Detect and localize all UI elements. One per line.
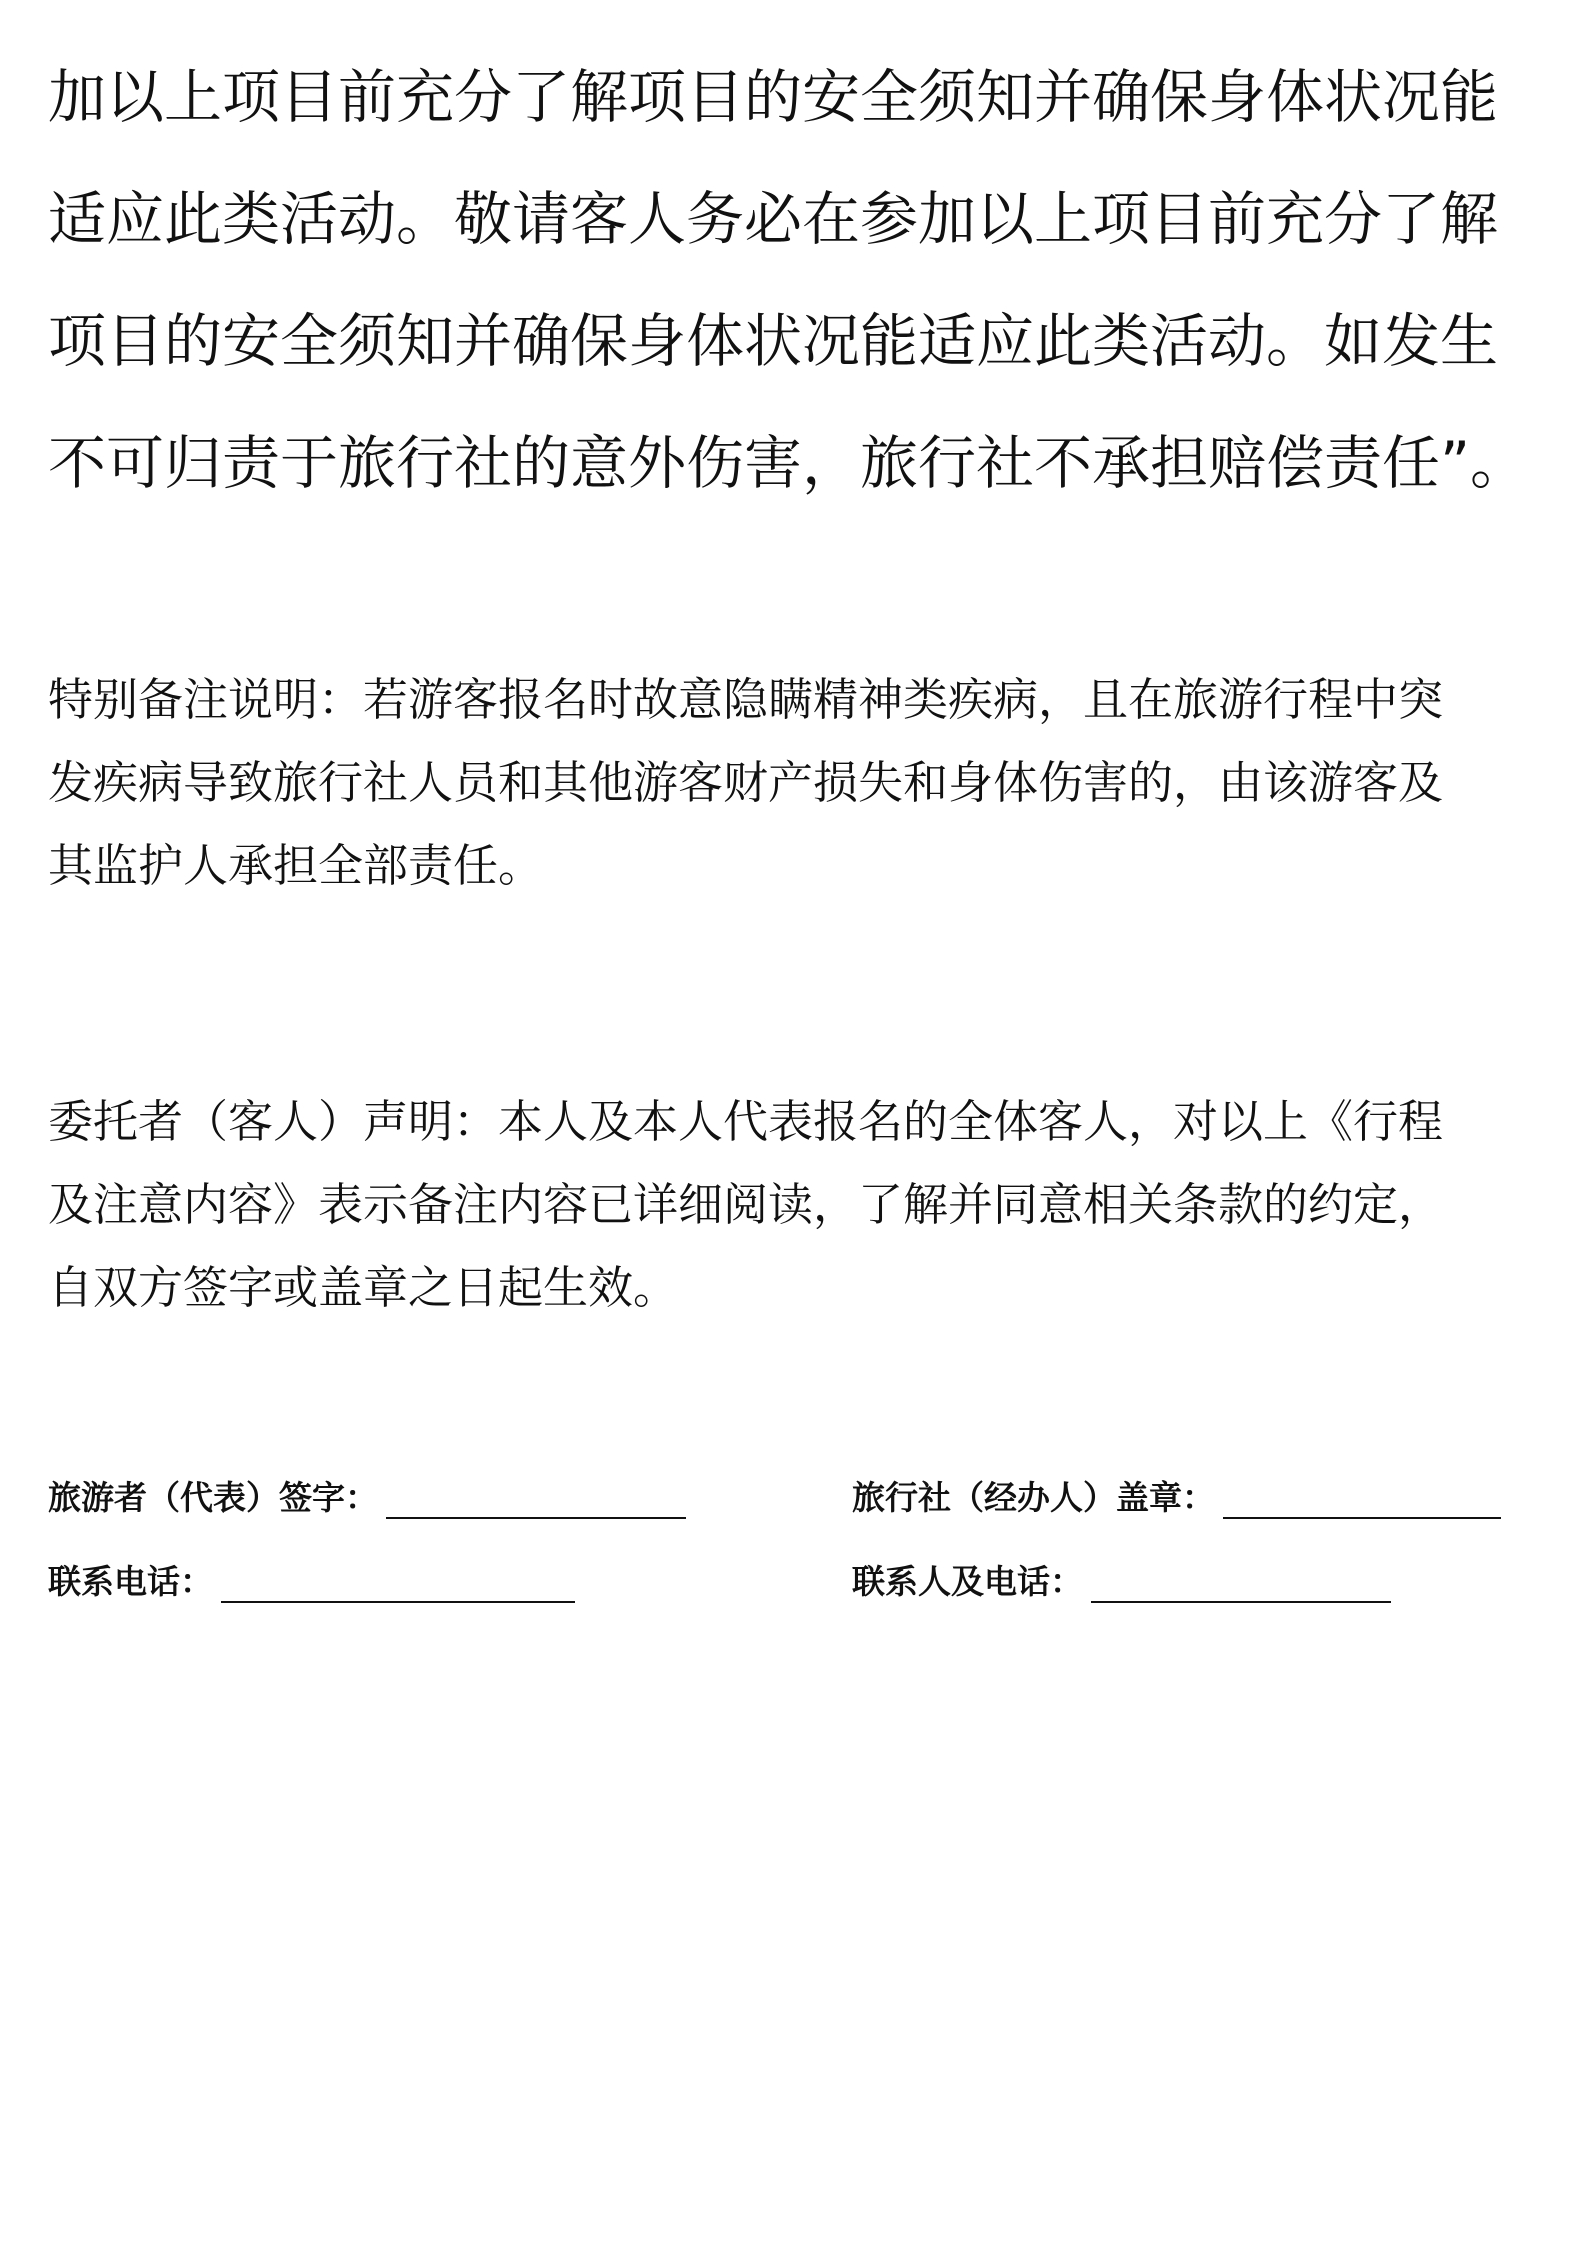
tourist-phone-field — [48, 1556, 575, 1603]
tourist-signature-blank[interactable] — [386, 1481, 686, 1519]
tourist-phone-blank[interactable] — [221, 1565, 575, 1603]
special-note-line-3: 其监护人承担全部责任。 — [48, 839, 544, 892]
intro-line-1: 加以上项目前充分了解项目的安全须知并确保身体状况能 — [48, 63, 1499, 131]
declaration-line-3: 自双方签字或盖章之日起生效。 — [48, 1261, 679, 1314]
declaration-line-2: 及注意内容》表示备注内容已详细阅读，了解并同意相关条款的约定， — [48, 1178, 1444, 1231]
special-note-line-2: 发疾病导致旅行社人员和其他游客财产损失和身体伤害的，由该游客及 — [48, 756, 1444, 809]
special-note-line-1: 特别备注说明：若游客报名时故意隐瞒精神类疾病，且在旅游行程中突 — [48, 673, 1444, 726]
agency-seal-field — [852, 1472, 1501, 1519]
agency-seal-blank[interactable] — [1223, 1481, 1501, 1519]
intro-line-4: 不可归责于旅行社的意外伤害，旅行社不承担赔偿责任”。 — [48, 429, 1529, 497]
tourist-phone-label: 联系电话： — [48, 1562, 213, 1601]
agency-contact-label: 联系人及电话： — [852, 1562, 1083, 1601]
agency-seal-label: 旅行社（经办人）盖章： — [852, 1478, 1215, 1517]
agency-contact-field — [852, 1556, 1391, 1603]
tourist-signature-label: 旅游者（代表）签字： — [48, 1478, 378, 1517]
intro-line-3: 项目的安全须知并确保身体状况能适应此类活动。如发生 — [48, 307, 1499, 375]
agency-contact-blank[interactable] — [1091, 1565, 1391, 1603]
declaration-line-1: 委托者（客人）声明：本人及本人代表报名的全体客人，对以上《行程 — [48, 1095, 1444, 1148]
tourist-signature-field — [48, 1472, 686, 1519]
intro-line-2: 适应此类活动。敬请客人务必在参加以上项目前充分了解 — [48, 185, 1499, 253]
